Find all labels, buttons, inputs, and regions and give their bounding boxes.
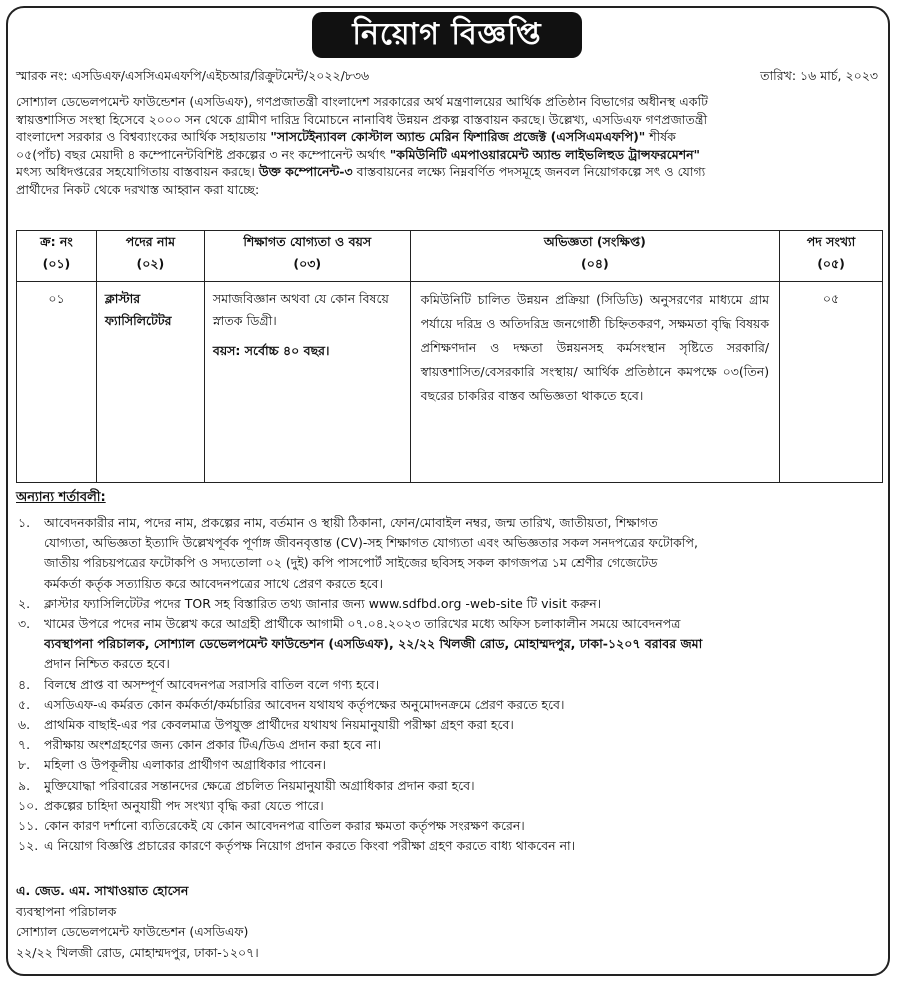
intro-text: মৎস্য অধিদপ্তরের সহযোগিতায় বাস্তবায়ন করছে।: [16, 164, 259, 180]
condition-number: ৮.: [18, 757, 31, 773]
intro-line: স্বায়ত্তশাসিত সংস্থা হিসেবে ২০০০ সন থেকে গ্রামীণ দারিদ্র বিমোচনে নানাবিধ উন্নয়ন প্রকল্প বাস্তবায়ন করছে। উল্লেখ্য, এসডিএফ গণপ্রজাতন্ত্রী: [16, 111, 708, 127]
signature-block: [16, 881, 259, 963]
intro-line: [16, 146, 884, 164]
header-number: (০১): [42, 256, 71, 271]
condition-text: জাতীয় পরিচয়পত্রের ফটোকপি ও সদ্যতোলা ০২ (দুই) কপি পাসপোর্ট সাইজের ছবিসহ সকল কাগজপত্র ১ম শ্রেণীর গেজেটেড: [44, 555, 658, 571]
notice-title: নিয়োগ বিজ্ঞপ্তি: [312, 12, 582, 58]
header-number: (০৪): [581, 256, 609, 271]
intro-text: বাস্তবায়নের লক্ষ্যে নিম্নবর্ণিত পদসমূহে জনবল নিয়োগকল্পে সৎ ও যোগ্য: [352, 164, 706, 180]
header-label: শিক্ষাগত যোগ্যতা ও বয়স: [243, 234, 372, 249]
cell-education: [204, 282, 410, 483]
condition-item: [14, 675, 884, 695]
table-row: [17, 282, 883, 483]
condition-number: ৩.: [18, 616, 31, 632]
header-serial: [17, 231, 97, 282]
table-header-row: [17, 231, 883, 282]
condition-number: ১২.: [18, 838, 39, 854]
condition-text: প্রাথমিক বাছাই-এর পর কেবলমাত্র উপযুক্ত প্রার্থীদের যথাযথ নিয়মানুযায়ী পরীক্ষা গ্রহণ করা হবে।: [44, 717, 514, 733]
condition-text: ব্যবস্থাপনা পরিচালক, সোশ্যাল ডেভেলপমেন্ট ফাউন্ডেশন (এসডিএফ), ২২/২২ খিলজী রোড, মোহাম্মদপুর, ঢাকা-১২০৭ বরাবর জমা: [44, 636, 703, 652]
header-education: [204, 231, 410, 282]
condition-text: বিলম্বে প্রাপ্ত বা অসম্পূর্ণ আবেদনপত্র সরাসরি বাতিল বলে গণ্য হবে।: [44, 676, 380, 692]
condition-text: মুক্তিযোদ্ধা পরিবারের সন্তানদের ক্ষেত্রে প্রচলিত নিয়মানুযায়ী অগ্রাধিকার প্রদান করা হবে।: [44, 777, 475, 793]
memo-number: স্মারক নং: এসডিএফ/এসসিএমএফপি/এইচআর/রিক্রুটমেন্ট/২০২২/৮৩৬: [16, 68, 370, 83]
experience-value: কমিউনিটি চালিত উন্নয়ন প্রক্রিয়া (সিডিডি) অনুসরণের মাধ্যমে গ্রাম পর্যায়ে দরিদ্র ও অতিদরিদ্র জনগোষ্ঠী চিহ্নিতকরণ, সক্ষমতা বৃদ্ধি বিষয়ক প্রশিক্ষণদান ও দক্ষতা উন্নয়নসহ কর্মসংস্থান সৃষ্টিতে সরকারি/স্বায়ত্তশাসিত/বেসরকারি সংস্থায়/ আর্থিক প্রতিষ্ঠানে কমপক্ষে ০৩(তিন) বছরের চাকরির বাস্তব অভিজ্ঞতা থাকতে হবে।: [420, 292, 770, 403]
header-post-count: [780, 231, 883, 282]
header-number: (০৫): [817, 256, 845, 271]
condition-item: [14, 594, 884, 614]
condition-number: ২.: [18, 595, 31, 611]
component-ref: উক্ত কম্পোনেন্ট-৩: [258, 164, 353, 180]
condition-text: কর্মকর্তা কর্তৃক সত্যায়িত করে আবেদনপত্রের সাথে প্রেরণ করতে হবে।: [44, 575, 383, 591]
component-name: "কমিউনিটি এমপাওয়ারমেন্ট অ্যান্ড লাইভলিহুড ট্রান্সফরমেশন": [389, 146, 701, 162]
condition-item: [14, 816, 884, 836]
condition-text: ক্লাস্টার ফ্যাসিলিটেটর পদের TOR সহ বিস্তারিত তথ্য জানার জন্য www.sdfbd.org -web-site টি visit করুন।: [44, 595, 602, 611]
condition-text: যোগ্যতা, অভিজ্ঞতা ইত্যাদি উল্লেখপূর্বক পূর্ণাঙ্গ জীবনবৃত্তান্ত (CV)-সহ শিক্ষাগত যোগ্যতা এবং অভিজ্ঞতার সকল সনদপত্রের ফটোকপি,: [44, 535, 698, 551]
header-label: অভিজ্ঞতা (সংক্ষিপ্ত): [543, 234, 646, 249]
condition-item: [14, 755, 884, 775]
condition-number: ৪.: [18, 676, 31, 692]
condition-item: [14, 836, 884, 856]
header-label: ক্র: নং: [40, 234, 73, 249]
condition-text: প্রদান নিশ্চিত করতে হবে।: [44, 656, 170, 672]
education-value: সমাজবিজ্ঞান অথবা যে কোন বিষয়ে স্নাতক ডিগ্রী।: [212, 291, 389, 328]
header-experience: [410, 231, 779, 282]
intro-line: [16, 163, 884, 181]
condition-text: এসডিএফ-এ কর্মরত কোন কর্মকর্তা/কর্মচারির আবেদন যথাযথ কর্তৃপক্ষের অনুমোদনক্রমে প্রেরণ করতে হবে।: [44, 696, 565, 712]
intro-line: সোশ্যাল ডেভেলপমেন্ট ফাউন্ডেশন (এসডিএফ), গণপ্রজাতন্ত্রী বাংলাদেশ সরকারের অর্থ মন্ত্রণালয়ের আর্থিক প্রতিষ্ঠান বিভাগের অধীনস্থ একটি: [16, 94, 708, 109]
post-count-value: ০৫: [822, 291, 840, 306]
conditions-list: [14, 513, 884, 856]
signer-address: ২২/২২ খিলজী রোড, মোহাম্মদপুর, ঢাকা-১২০৭।: [16, 944, 259, 960]
condition-text: খামের উপরে পদের নাম উল্লেখ করে আগ্রহী প্রার্থীকে আগামী ০৭.০৪.২০২৩ তারিখের মধ্যে অফিস চলাকালীন সময়ে আবেদনপত্র: [44, 616, 681, 632]
notice-date: তারিখ: ১৬ মার্চ, ২০২৩: [760, 68, 878, 83]
intro-text: শীর্ষক: [645, 129, 676, 145]
condition-item: [14, 715, 884, 735]
header-post-name: [96, 231, 204, 282]
condition-item: [14, 513, 884, 594]
intro-line: [16, 128, 884, 146]
header-label: পদ সংখ্যা: [806, 234, 856, 249]
condition-item: [14, 695, 884, 715]
cell-serial: [17, 282, 97, 483]
condition-number: ৯.: [18, 777, 31, 793]
cell-post-count: [780, 282, 883, 483]
cell-post-name: [96, 282, 204, 483]
condition-text: কোন কারণ দর্শানো ব্যতিরেকেই যে কোন আবেদনপত্র বাতিল করার ক্ষমতা কর্তৃপক্ষ সংরক্ষণ করেন।: [44, 818, 525, 834]
age-limit: বয়স: সর্বোচ্চ ৪০ বছর।: [212, 343, 330, 358]
condition-text: এ নিয়োগ বিজ্ঞপ্তি প্রচারের কারণে কর্তৃপক্ষ নিয়োগ প্রদান করতে কিংবা পরীক্ষা গ্রহণ করতে বাধ্য থাকবেন না।: [44, 838, 576, 854]
condition-number: ৫.: [18, 696, 31, 712]
cell-experience: [410, 282, 779, 483]
condition-text: মহিলা ও উপকূলীয় এলাকার প্রার্থীগণ অগ্রাধিকার পাবেন।: [44, 757, 327, 773]
signer-name: এ. জেড. এম. সাখাওয়াত হোসেন: [16, 883, 189, 898]
serial-value: ০১: [48, 291, 65, 306]
header-label: পদের নাম: [125, 234, 176, 249]
condition-number: ১১.: [18, 818, 39, 834]
condition-text: আবেদনকারীর নাম, পদের নাম, প্রকল্পের নাম, বর্তমান ও স্থায়ী ঠিকানা, ফোন/মোবাইল নম্বর, জন্ম তারিখ, জাতীয়তা, শিক্ষাগত: [44, 515, 658, 530]
signer-organization: সোশ্যাল ডেভেলপমেন্ট ফাউন্ডেশন (এসডিএফ): [16, 924, 249, 939]
condition-number: ৭.: [18, 737, 31, 753]
header-number: (০৩): [293, 256, 322, 271]
project-name: "সাসটেইন্যাবল কোস্টাল অ্যান্ড মেরিন ফিশারিজ প্রজেক্ট (এসসিএমএফপি)": [270, 129, 646, 145]
condition-number: ৬.: [18, 717, 31, 733]
signer-designation: ব্যবস্থাপনা পরিচালক: [16, 903, 117, 919]
conditions-title: অন্যান্য শর্তাবলী:: [16, 490, 106, 505]
condition-item: [14, 614, 884, 675]
intro-paragraph: [16, 93, 884, 199]
intro-line: প্রার্থীদের নিকট থেকে দরখাস্ত আহ্বান করা যাচ্ছে:: [16, 181, 260, 197]
post-name-value: ক্লাস্টার ফ্যাসিলিটেটর: [104, 291, 172, 328]
condition-text: পরীক্ষায় অংশগ্রহণের জন্য কোন প্রকার টিএ/ডিএ প্রদান করা হবে না।: [44, 737, 382, 753]
condition-item: [14, 776, 884, 796]
condition-text: প্রকল্পের চাহিদা অনুযায়ী পদ সংখ্যা বৃদ্ধি করা যেতে পারে।: [44, 797, 324, 813]
intro-text: বাংলাদেশ সরকার ও বিশ্বব্যাংকের আর্থিক সহায়তায়: [16, 129, 271, 145]
intro-text: ০৫(পাঁচ) বছর মেয়াদী ৪ কম্পোনেন্টবিশিষ্ট প্রকল্পের ৩ নং কম্পোনেন্ট অর্থাৎ: [16, 146, 390, 162]
header-number: (০২): [136, 256, 165, 271]
condition-item: [14, 735, 884, 755]
condition-item: [14, 796, 884, 816]
condition-number: ১০.: [18, 797, 39, 813]
condition-number: ১.: [18, 515, 31, 530]
vacancy-table: [16, 230, 883, 483]
